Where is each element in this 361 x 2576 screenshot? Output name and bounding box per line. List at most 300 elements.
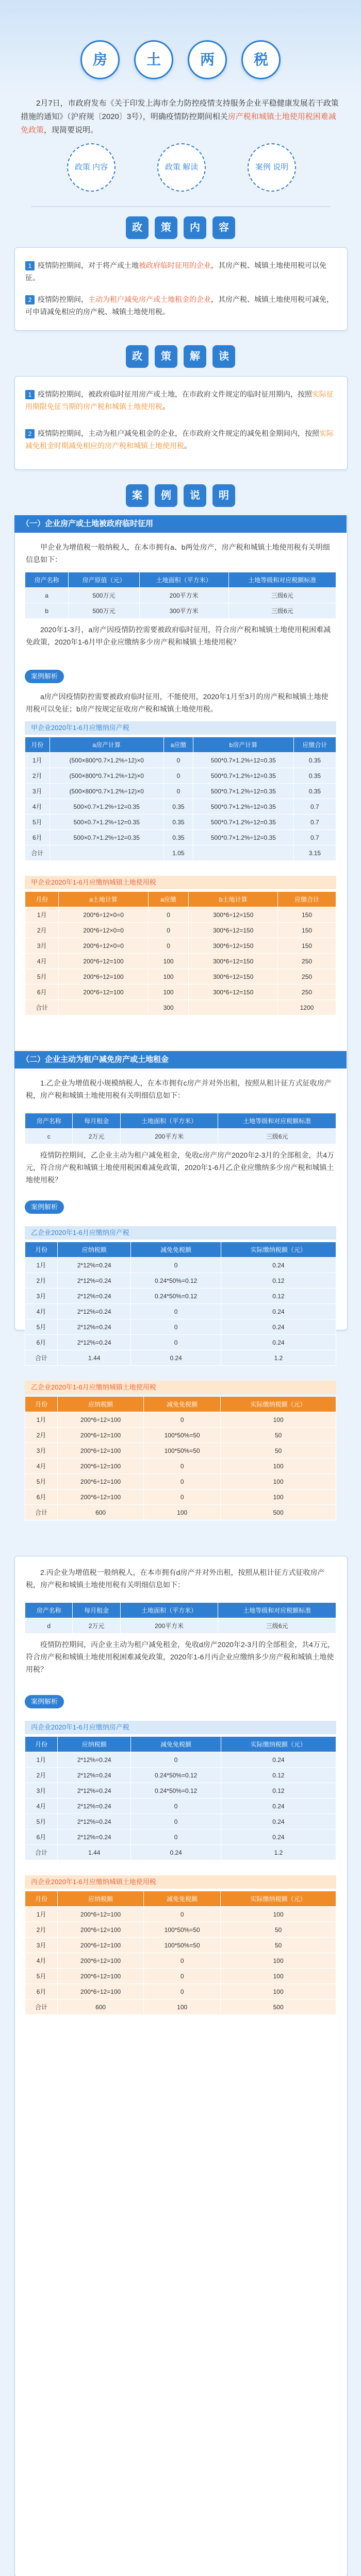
table-row <box>25 845 336 861</box>
table-cell: 300平方米 <box>139 603 228 619</box>
table-cell: 2月 <box>25 1428 58 1443</box>
case3-para: 2.丙企业为增值税一般纳税人，在本市拥有d房产并对外出租，按照从租计征方式征收房产税，房产税和城镇土地使用税有关明细信息如下： <box>26 1568 325 1589</box>
case2-title: （二）企业主动为租户减免房产或土地租金 <box>14 1051 347 1069</box>
table-cell: 100 <box>221 1969 336 1984</box>
table-cell: 200*6÷12=100 <box>58 1459 144 1474</box>
table-cell: 600 <box>58 1505 144 1520</box>
table-header-cell: 月份 <box>25 1242 58 1258</box>
intro-paragraph: 2月7日，市政府发布《关于印发上海市全力防控疫情支持服务企业平稳健康发展若干政策措施的通知》（沪府规〔2020〕3号），明确疫情防控期间相关房产税和城镇土地使用税困难减免政策，现简要说明。 <box>21 99 339 134</box>
table-cell: 合计 <box>25 1000 59 1015</box>
table-row <box>25 1443 336 1459</box>
table-cell: 300 <box>148 1000 189 1015</box>
table-cell: 0 <box>163 753 193 768</box>
table-header-cell: 实际缴纳税额（元） <box>221 1397 336 1412</box>
table-row <box>25 985 336 1000</box>
table-cell: 500×0.7×1.2%÷12=0.35 <box>50 815 163 830</box>
table-cell: 1.2 <box>221 1845 336 1860</box>
table-row <box>25 799 336 815</box>
table-cell <box>59 1000 148 1015</box>
table-cell: 4月 <box>25 1799 58 1814</box>
case3-land-tax-table <box>25 1891 336 2015</box>
table-cell: 500*0.7×1.2%÷12=0.35 <box>193 784 294 799</box>
case2-info-table <box>25 1113 336 1144</box>
case3-card <box>14 1556 348 2576</box>
table-cell: 0 <box>131 1304 221 1319</box>
table-cell: 0.7 <box>293 830 336 845</box>
table-cell: 4月 <box>25 799 50 815</box>
table-cell: 5月 <box>25 1969 58 1984</box>
table-header-cell: 应纳税额 <box>57 1737 131 1752</box>
table-cell: 500*0.7×1.2%÷12=0.35 <box>193 815 294 830</box>
table-cell: 250 <box>278 985 336 1000</box>
table-cell: 0.12 <box>221 1289 336 1304</box>
policy-point-2: 2 疫情防控期间，主动为租户减免房产或土地租金的企业，其房产税、城镇土地使用税可减免，可申请减免相应的房产税、城镇土地使用税。 <box>25 295 334 316</box>
table-cell: 200*6÷12=100 <box>58 1938 144 1953</box>
table-cell: 50 <box>221 1428 336 1443</box>
case2-land-tax-table <box>25 1396 336 1520</box>
table-cell: 50 <box>221 1443 336 1459</box>
table-cell: 1月 <box>25 1752 58 1768</box>
title-char: 土 <box>134 40 173 79</box>
table-row <box>25 1000 336 1015</box>
table-cell: 2*12%=0.24 <box>57 1258 131 1273</box>
table-cell: 300*6÷12=150 <box>189 938 278 954</box>
table-cell: 50 <box>221 1938 336 1953</box>
table-row <box>25 784 336 799</box>
table-row <box>25 1319 336 1335</box>
table-cell: 0.24 <box>131 1845 221 1860</box>
table-cell: 200*6÷12=100 <box>58 1412 144 1428</box>
table-header-cell: 每月租金 <box>73 1113 120 1129</box>
section-header-content: 政 策 内 容 <box>0 216 361 239</box>
table-row <box>25 830 336 845</box>
table-cell: c <box>25 1129 73 1144</box>
table-cell: 200*6÷12=100 <box>59 985 148 1000</box>
table-cell: 6月 <box>25 1829 58 1845</box>
table-cell: 1200 <box>278 1000 336 1015</box>
table-row <box>25 768 336 784</box>
table-row <box>25 1489 336 1505</box>
table-cell: 1月 <box>25 1412 58 1428</box>
table-header-cell: b土地计算 <box>189 892 278 907</box>
table-cell: 100 <box>221 1953 336 1969</box>
table-cell: 0 <box>144 1474 221 1489</box>
table-cell: 0 <box>131 1829 221 1845</box>
table-header-cell: 每月租金 <box>73 1603 120 1618</box>
table-cell: 2月 <box>25 1768 58 1783</box>
table-cell: 0 <box>148 938 189 954</box>
table-cell: 1月 <box>25 753 50 768</box>
reading-point-1: 1 疫情防控期间，被政府临时征用房产或土地，在市政府文件规定的临时征用期内，按照实际征用期限免征当期的房产税和城镇土地使用税。 <box>25 390 334 411</box>
table-cell: 0 <box>144 1907 221 1922</box>
table-row <box>25 1273 336 1289</box>
table-header-cell: 月份 <box>25 1397 58 1412</box>
table-cell: 合计 <box>25 1999 58 2015</box>
table-cell: 300*6÷12=150 <box>189 923 278 938</box>
nav-policy-content[interactable]: 政策 内容 <box>67 143 116 192</box>
case2-stripe-property-tax: 乙企业2020年1-6月应缴纳房产税 <box>25 1226 336 1240</box>
divider <box>31 206 330 207</box>
table-cell: 200*6÷12×0=0 <box>59 938 148 954</box>
table-header-cell: 减免免税额 <box>131 1242 221 1258</box>
nav-case-study[interactable]: 案例 说明 <box>248 143 296 192</box>
table-cell: 150 <box>278 923 336 938</box>
table-cell: 0 <box>148 907 189 923</box>
case1-analysis: a房产因疫情防控需要被政府临时征用，不能使用，2020年1月至3月的房产税和城镇土地使用税可以免征；b房产按规定征收房产税和城镇土地使用税。 <box>26 692 329 713</box>
table-cell: 500万元 <box>69 588 139 603</box>
section-header-reading: 政 策 解 读 <box>0 345 361 368</box>
table-cell: 0.24 <box>221 1829 336 1845</box>
table-cell: 0 <box>131 1799 221 1814</box>
table-cell: 500*0.7×1.2%÷12=0.35 <box>193 768 294 784</box>
table-cell: 0.12 <box>221 1273 336 1289</box>
table-cell: 2*12%=0.24 <box>57 1335 131 1350</box>
table-cell: 500 <box>221 1505 336 1520</box>
table-header-cell: 月份 <box>25 892 59 907</box>
table-cell: 1月 <box>25 907 59 923</box>
table-header-cell: 房产名称 <box>25 1603 73 1618</box>
table-row <box>25 588 336 603</box>
table-cell: 500 <box>221 1999 336 2015</box>
table-cell: 200*6÷12=100 <box>58 1489 144 1505</box>
table-cell: 0 <box>131 1814 221 1829</box>
table-row <box>25 1618 336 1634</box>
table-cell: 0.24*50%=0.12 <box>131 1273 221 1289</box>
table-cell: 300*6÷12=150 <box>189 954 278 969</box>
table-row <box>25 1984 336 1999</box>
case2-property-tax-table <box>25 1242 336 1366</box>
table-header-cell: 应纳税额 <box>58 1891 144 1907</box>
table-cell: 200*6÷12=100 <box>58 1969 144 1984</box>
table-cell: 100 <box>221 1412 336 1428</box>
page-title <box>0 40 361 79</box>
table-cell: 三级6元 <box>218 1618 336 1634</box>
table-row <box>25 1335 336 1350</box>
table-cell: 100 <box>221 1907 336 1922</box>
table-row <box>25 969 336 985</box>
case3-para2: 疫情防控期间，丙企业主动为租户减免租金，免收d房产2020年2-3月的全部租金，共4万元，符合房产税和城镇土地使用税困难减免政策，2020年1-6月丙企业应缴纳多少房产税和城镇土地使用税？ <box>26 1640 335 1673</box>
table-cell: 0 <box>148 923 189 938</box>
table-header-cell: 房产名称 <box>25 572 69 588</box>
table-row <box>25 1783 336 1799</box>
table-cell: 2月 <box>25 923 59 938</box>
table-cell <box>50 845 163 861</box>
table-cell: 100 <box>221 1984 336 1999</box>
table-cell: 150 <box>278 938 336 954</box>
nav-policy-reading[interactable]: 政策 解读 <box>157 143 206 192</box>
table-row <box>25 1814 336 1829</box>
case-analysis-button[interactable]: 案例解析 <box>25 1695 64 1708</box>
table-cell: 0.12 <box>221 1783 336 1799</box>
case2-para: 1.乙企业为增值税小规模纳税人，在本市拥有c房产并对外出租，按照从租计征方式征收房产税，房产税和城镇土地使用税有关明细信息如下： <box>26 1079 332 1099</box>
table-row <box>25 923 336 938</box>
case-analysis-button[interactable]: 案例解析 <box>25 1200 64 1214</box>
table-row <box>25 1289 336 1304</box>
table-cell: 合计 <box>25 1350 58 1366</box>
case3-stripe-property-tax: 丙企业2020年1-6月应缴纳房产税 <box>25 1721 336 1734</box>
table-header-cell: b房产计算 <box>193 737 294 753</box>
table-row <box>25 907 336 923</box>
table-cell: 0.35 <box>163 799 193 815</box>
table-cell: 3.15 <box>293 845 336 861</box>
table-cell: 0 <box>163 784 193 799</box>
table-cell: 200*6÷12=100 <box>58 1922 144 1938</box>
table-row <box>25 1505 336 1520</box>
table-cell: 0 <box>163 768 193 784</box>
table-cell: 200*6÷12=100 <box>58 1443 144 1459</box>
table-cell: 0 <box>144 1969 221 1984</box>
table-header-cell: 土地面积（平方米） <box>120 1113 218 1129</box>
table-cell: 3月 <box>25 938 59 954</box>
table-row <box>25 1459 336 1474</box>
table-cell: 3月 <box>25 1783 58 1799</box>
table-cell: 三级6元 <box>218 1129 336 1144</box>
table-cell: 三级6元 <box>228 588 336 603</box>
table-cell: 100 <box>144 1999 221 2015</box>
table-cell: 0 <box>144 1953 221 1969</box>
table-cell: 0.24*50%=0.12 <box>131 1768 221 1783</box>
table-cell: 3月 <box>25 784 50 799</box>
table-cell: 2月 <box>25 1922 58 1938</box>
table-row <box>25 1829 336 1845</box>
table-row <box>25 1999 336 2015</box>
case3-property-tax-table <box>25 1736 336 1860</box>
table-cell: 500×0.7×1.2%÷12=0.35 <box>50 799 163 815</box>
table-cell: 0 <box>131 1752 221 1768</box>
table-cell: 1月 <box>25 1907 58 1922</box>
case1-property-tax-table <box>25 737 336 861</box>
case2-stripe-land-tax: 乙企业2020年1-6月应缴纳城镇土地使用税 <box>25 1381 336 1394</box>
table-cell: 0.24 <box>221 1304 336 1319</box>
table-header-cell: 土地面积（平方米） <box>139 572 228 588</box>
table-header-cell: 土地等级和对应税额标准 <box>218 1603 336 1618</box>
table-cell: 0 <box>131 1335 221 1350</box>
table-cell: 5月 <box>25 1319 58 1335</box>
table-cell: 1.44 <box>57 1350 131 1366</box>
table-header-cell: 实际缴纳税额（元） <box>221 1891 336 1907</box>
table-header-cell: 应缴合计 <box>278 892 336 907</box>
table-cell: 合计 <box>25 1505 58 1520</box>
table-cell: 5月 <box>25 1474 58 1489</box>
table-header-cell: 实际缴纳税额（元） <box>221 1242 336 1258</box>
table-cell: (500×800*0.7×1.2%÷12)×0 <box>50 768 163 784</box>
policy-reading-card <box>14 376 348 470</box>
table-cell: 0.35 <box>293 784 336 799</box>
table-cell: 4月 <box>25 1459 58 1474</box>
table-cell: 500×0.7×1.2%÷12=0.35 <box>50 830 163 845</box>
table-row <box>25 1129 336 1144</box>
table-cell: 300*6÷12=150 <box>189 985 278 1000</box>
table-header-cell: 月份 <box>25 737 50 753</box>
table-cell: 4月 <box>25 1953 58 1969</box>
table-cell: 200*6÷12=100 <box>58 1428 144 1443</box>
table-header-cell: 月份 <box>25 1891 58 1907</box>
table-cell: 100 <box>148 954 189 969</box>
table-cell: 0.35 <box>163 815 193 830</box>
table-row <box>25 1350 336 1366</box>
table-cell: 100 <box>148 969 189 985</box>
table-cell: 2*12%=0.24 <box>57 1304 131 1319</box>
table-cell: 300*6÷12=150 <box>189 969 278 985</box>
table-cell: 0.7 <box>293 815 336 830</box>
table-cell: 2*12%=0.24 <box>57 1768 131 1783</box>
section-header-cases: 案 例 说 明 <box>0 484 361 507</box>
table-header-cell: 房产名称 <box>25 1113 73 1129</box>
table-cell: 1.05 <box>163 845 193 861</box>
policy-point-1: 1 疫情防控期间，对于将产或土地被政府临时征用的企业，其房产税、城镇土地使用税可以免征。 <box>25 261 326 282</box>
table-cell: 0.24 <box>221 1799 336 1814</box>
table-cell: 2万元 <box>73 1618 120 1634</box>
table-cell: 0.24 <box>131 1350 221 1366</box>
table-cell: 200平方米 <box>139 588 228 603</box>
title-char: 税 <box>241 40 281 79</box>
table-cell: 0.7 <box>293 799 336 815</box>
table-cell: 50 <box>221 1922 336 1938</box>
table-header-cell: 减免免税额 <box>131 1737 221 1752</box>
table-cell: 600 <box>58 1999 144 2015</box>
table-cell: 2万元 <box>73 1129 120 1144</box>
table-cell: 5月 <box>25 815 50 830</box>
table-cell: 2*12%=0.24 <box>57 1814 131 1829</box>
table-header-cell: 月份 <box>25 1737 58 1752</box>
table-cell: 200*6÷12=100 <box>58 1984 144 1999</box>
case2-para2: 疫情防控期间，乙企业主动为租户减免租金，免收c房产房产2020年2-3月的全部租金，共4万元，符合房产税和城镇土地使用税困难减免政策，2020年1-6月乙企业应缴纳多少房产税和城镇土地使用税？ <box>26 1151 335 1184</box>
table-cell: 0.24*50%=0.12 <box>131 1783 221 1799</box>
table-row <box>25 1474 336 1489</box>
policy-content-card <box>14 247 348 331</box>
table-cell: 200*6÷12=100 <box>58 1907 144 1922</box>
table-header-cell: 应纳税额 <box>57 1242 131 1258</box>
reading-point-2: 2 疫情防控期间，主动为租户减免租金的企业，在市政府文件规定的减免租金期间内，按照实际减免租金时期减免相应的房产税和城镇土地使用税。 <box>25 429 334 450</box>
table-cell: b <box>25 603 69 619</box>
table-row <box>25 753 336 768</box>
table-header-cell: 房产原值（元） <box>69 572 139 588</box>
table-row <box>25 1412 336 1428</box>
table-row <box>25 1428 336 1443</box>
table-cell: a <box>25 588 69 603</box>
table-cell: 2月 <box>25 1273 58 1289</box>
case1-para: 甲企业为增值税一般纳税人，在本市拥有a、b两处房产，房产税和城镇土地使用税有关明细信息如下： <box>26 543 330 564</box>
table-cell: 300*6÷12=150 <box>189 907 278 923</box>
table-cell: 200*6÷12=100 <box>58 1953 144 1969</box>
table-header-cell: a土地计算 <box>59 892 148 907</box>
table-row <box>25 954 336 969</box>
table-cell: 100 <box>221 1474 336 1489</box>
table-cell: 0.24 <box>221 1319 336 1335</box>
table-row <box>25 1938 336 1953</box>
table-cell: 100*50%=50 <box>144 1938 221 1953</box>
table-cell: 200*6÷12×0=0 <box>59 907 148 923</box>
title-char: 房 <box>80 40 120 79</box>
table-cell: 2*12%=0.24 <box>57 1829 131 1845</box>
table-row <box>25 1922 336 1938</box>
table-cell: 100 <box>221 1489 336 1505</box>
table-row <box>25 1752 336 1768</box>
table-row <box>25 815 336 830</box>
intro-highlight: 房产税和城镇土地使用税困难减免政策 <box>21 112 336 134</box>
table-cell: 2月 <box>25 768 50 784</box>
table-header-cell: 土地等级和对应税额标准 <box>218 1113 336 1129</box>
table-cell: 2*12%=0.24 <box>57 1319 131 1335</box>
table-cell: 3月 <box>25 1938 58 1953</box>
title-char: 两 <box>188 40 227 79</box>
table-cell: 100 <box>144 1505 221 1520</box>
table-cell: 250 <box>278 954 336 969</box>
table-cell: 合计 <box>25 1845 58 1860</box>
case3-info-table <box>25 1602 336 1634</box>
table-cell: 100 <box>221 1459 336 1474</box>
table-cell: 0.12 <box>221 1768 336 1783</box>
table-cell: 0 <box>144 1459 221 1474</box>
table-header-cell: 土地等级和对应税额标准 <box>228 572 336 588</box>
table-cell: 0 <box>144 1489 221 1505</box>
table-cell: (500×800*0.7×1.2%÷12)×0 <box>50 753 163 768</box>
table-cell: 500*0.7×1.2%÷12=0.35 <box>193 830 294 845</box>
table-header-cell: 应纳税额 <box>58 1397 144 1412</box>
case1-stripe-land-tax: 甲企业2020年1-6月应缴纳城镇土地使用税 <box>25 876 336 889</box>
table-cell: 100*50%=50 <box>144 1922 221 1938</box>
table-cell: 200平方米 <box>120 1618 218 1634</box>
case1-stripe-property-tax: 甲企业2020年1-6月应缴纳房产税 <box>25 721 336 735</box>
table-cell: 2*12%=0.24 <box>57 1289 131 1304</box>
table-cell: 0.24 <box>221 1752 336 1768</box>
table-row <box>25 603 336 619</box>
table-cell: 6月 <box>25 1335 58 1350</box>
table-cell: 0.35 <box>293 768 336 784</box>
case3-stripe-land-tax: 丙企业2020年1-6月应缴纳城镇土地使用税 <box>25 1875 336 1889</box>
table-cell: 3月 <box>25 1289 58 1304</box>
table-cell: 200*6÷12=100 <box>59 969 148 985</box>
table-cell: 6月 <box>25 985 59 1000</box>
table-row <box>25 1969 336 1984</box>
table-cell: (500×800*0.7×1.2%÷12)×0 <box>50 784 163 799</box>
table-cell: 6月 <box>25 1489 58 1505</box>
table-cell: 合计 <box>25 845 50 861</box>
table-cell: 0 <box>144 1984 221 1999</box>
case1-info-table <box>25 572 336 619</box>
case-analysis-button[interactable]: 案例解析 <box>25 670 64 683</box>
table-row <box>25 1768 336 1783</box>
table-cell: 4月 <box>25 954 59 969</box>
table-cell: 0 <box>131 1319 221 1335</box>
table-cell: 0.24*50%=0.12 <box>131 1289 221 1304</box>
table-row <box>25 1845 336 1860</box>
table-cell: 500*0.7×1.2%÷12=0.35 <box>193 799 294 815</box>
table-cell: 200平方米 <box>120 1129 218 1144</box>
table-cell: 5月 <box>25 969 59 985</box>
table-cell: 6月 <box>25 1984 58 1999</box>
table-cell: 0.35 <box>163 830 193 845</box>
table-cell: 三级6元 <box>228 603 336 619</box>
table-header-cell: 土地面积（平方米） <box>120 1603 218 1618</box>
table-row <box>25 938 336 954</box>
table-cell: 0.35 <box>293 753 336 768</box>
case1-para2: 2020年1-3月，a房产因疫情防控需要被政府临时征用，符合房产税和城镇土地使用税困难减免政策，2020年1-6月甲企业应缴纳多少房产税和城镇土地使用税？ <box>26 625 331 646</box>
case1-title: （一）企业房产或土地被政府临时征用 <box>14 515 347 533</box>
table-cell: 2*12%=0.24 <box>57 1752 131 1768</box>
table-cell: 2*12%=0.24 <box>57 1783 131 1799</box>
table-cell: 100 <box>148 985 189 1000</box>
table-header-cell: 实际缴纳税额（元） <box>221 1737 336 1752</box>
table-cell: 0 <box>144 1412 221 1428</box>
table-cell: 200*6÷12=100 <box>58 1474 144 1489</box>
table-cell: 0.24 <box>221 1814 336 1829</box>
table-cell: 0.24 <box>221 1335 336 1350</box>
table-cell: 250 <box>278 969 336 985</box>
table-header-cell: 减免免税额 <box>144 1397 221 1412</box>
table-cell: 2*12%=0.24 <box>57 1273 131 1289</box>
table-cell: 200*6÷12×0=0 <box>59 923 148 938</box>
